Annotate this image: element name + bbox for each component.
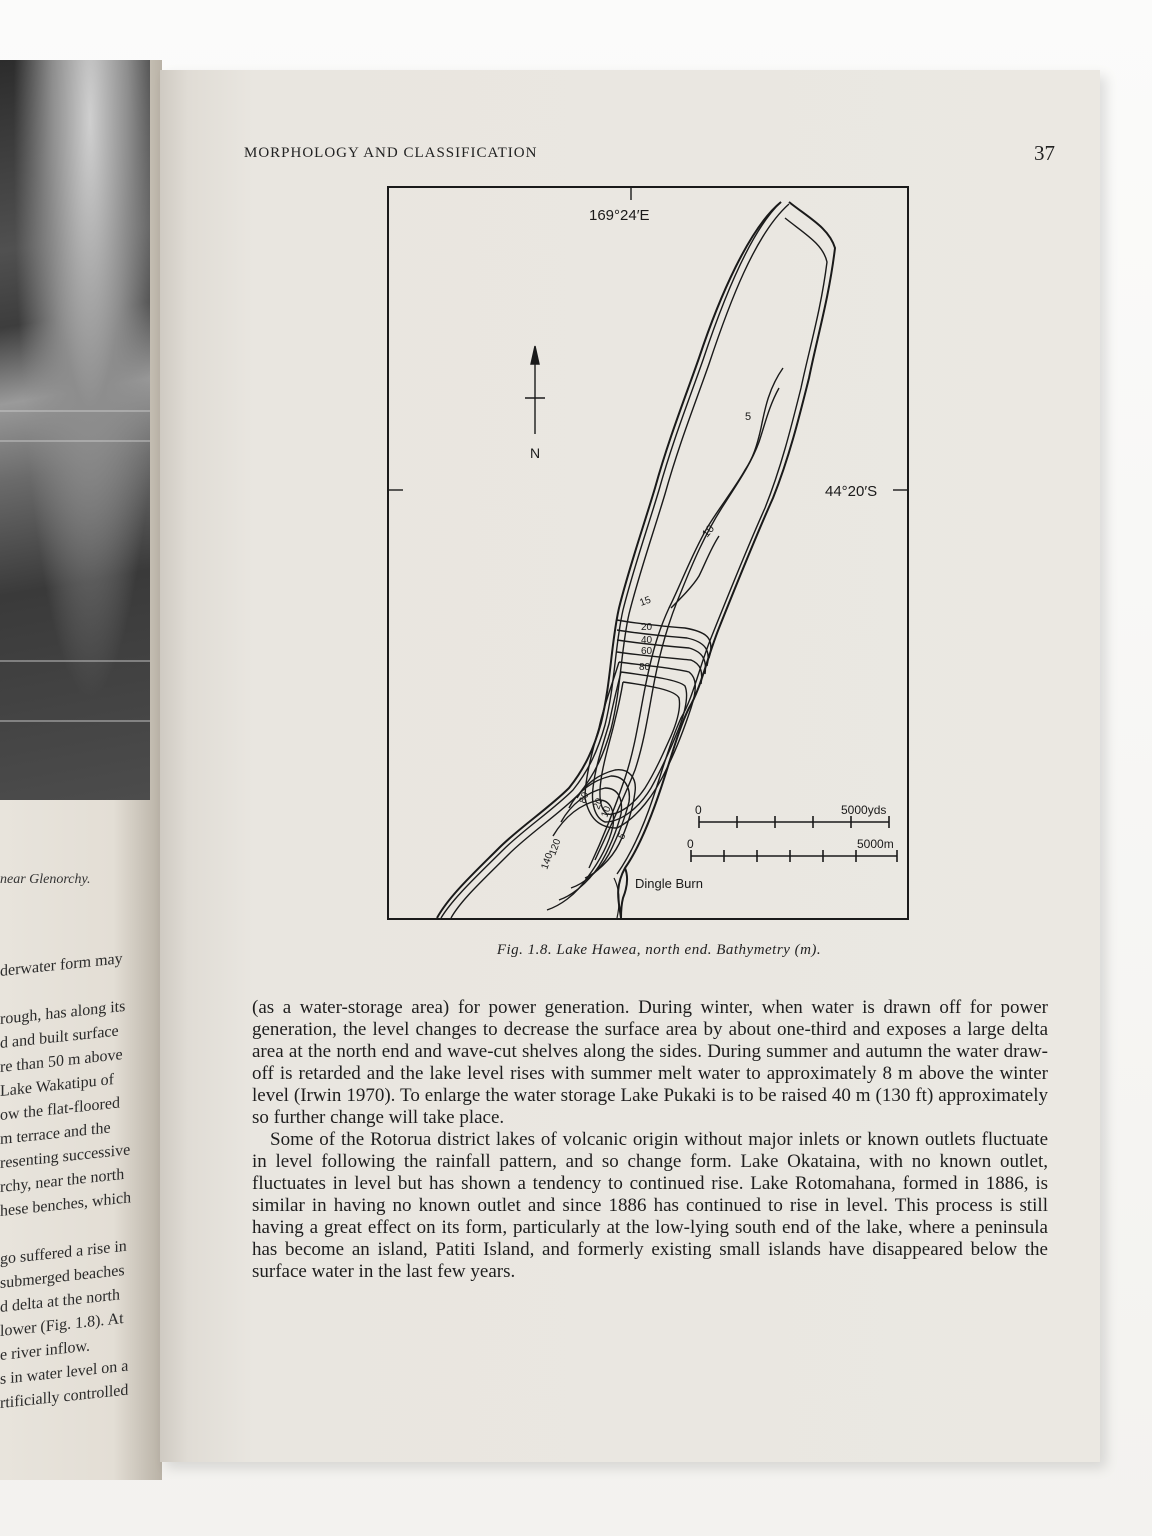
contour-label: 20 [641,622,653,633]
contour-label: 80 [639,662,651,673]
scale-metres-zero: 0 [687,837,694,851]
contour-10 [595,388,779,860]
figure-caption: Fig. 1.8. Lake Hawea, north end. Bathymetry (m). [496,942,822,958]
body-text [252,997,1048,1283]
left-text-line: re than 50 m above [0,1046,123,1076]
map-drawing [389,188,907,918]
left-text-line: e river inflow. [0,1337,91,1364]
contour-south-10 [559,788,621,900]
bathymetry-map [387,186,909,920]
north-label: N [530,445,541,461]
contour-label: 20 [591,796,606,812]
left-text-line: rchy, near the north [0,1165,125,1196]
left-text-line: m terrace and the [0,1119,111,1148]
contour-label: 40 [641,635,653,646]
dingle-burn-label: Dingle Burn [635,876,703,891]
contour-label: 80 [577,790,592,806]
longitude-label: 169°24′E [589,207,650,224]
contour-label: 10 [700,522,718,540]
contour-label: 140 [539,851,556,872]
left-text-line: Lake Wakatipu of [0,1071,114,1100]
left-page-text [0,944,150,1416]
scale-yards-zero: 0 [695,803,702,817]
left-photo-caption: near Glenorchy. [0,872,91,887]
left-text-line: rtificially controlled [0,1381,129,1412]
contour-label: 15 [638,594,653,609]
left-text-line: go suffered a rise in [0,1237,127,1268]
paragraph: Some of the Rotorua district lakes of volcanic origin without major inlets or known outlets fluctuate in level following the rainfall pattern, and so change form. Lake Okataina, with no known outlet, fluctuates in level but has shown a tendency to continued rise. Lake Rotomahana, formed in 1886, is similar in having no known outlet and since 1886 has continued to rise in level. This process is still having a great effect on its form, particularly at the low-lying south end of the lake, where a peninsula has become an island, Patiti Island, and formerly existing small islands have disappeared below the surface water in the last few years. [252,1129,1048,1282]
left-page [0,60,162,1480]
left-text-line: lower (Fig. 1.8). At [0,1310,124,1340]
left-text-line: submerged beaches [0,1261,125,1292]
contour-label: 5 [616,831,629,842]
left-text-line: resenting successive [0,1141,131,1172]
contour-label: 10 [599,804,614,820]
latitude-label: 44°20′S [825,483,878,500]
left-text-line: ow the flat-floored [0,1094,120,1124]
north-arrow [525,346,545,434]
contour-label: 120 [547,837,564,858]
contour-label: 5 [745,411,752,423]
paragraph: (as a water-storage area) for power generation. During winter, when water is drawn off for power generation, the level changes to decrease the surface area by about one-third and exposes a large delta area at the north end and wave-cut shelves along the sides. During summer and autumn the water draw-off is retarded and the lake level rises with summer melt water to approximately 8 m above the winter level (Irwin 1970). To enlarge the water storage Lake Pukaki is to be raised 40 m (130 ft) approximately so further change will take place. [252,997,1048,1128]
left-text-line: d delta at the north [0,1286,120,1316]
left-text-line: derwater form may [0,950,123,980]
left-text-line: rough, has along its [0,997,126,1028]
contour-5 [589,368,783,868]
contour-label: 60 [641,646,653,657]
left-text-line: s in water level on a [0,1357,129,1388]
page-number: 37 [1034,141,1055,165]
left-text-line: hese benches, which [0,1189,132,1220]
scale-metres-end: 5000m [857,837,894,851]
shoreline-east [618,202,835,918]
left-text-line: d and built surface [0,1022,119,1052]
scale-yards-end: 5000yds [841,803,887,817]
contour-80 [617,652,702,684]
running-head: MORPHOLOGY AND CLASSIFICATION [244,145,538,161]
mountain-photo [0,60,150,800]
